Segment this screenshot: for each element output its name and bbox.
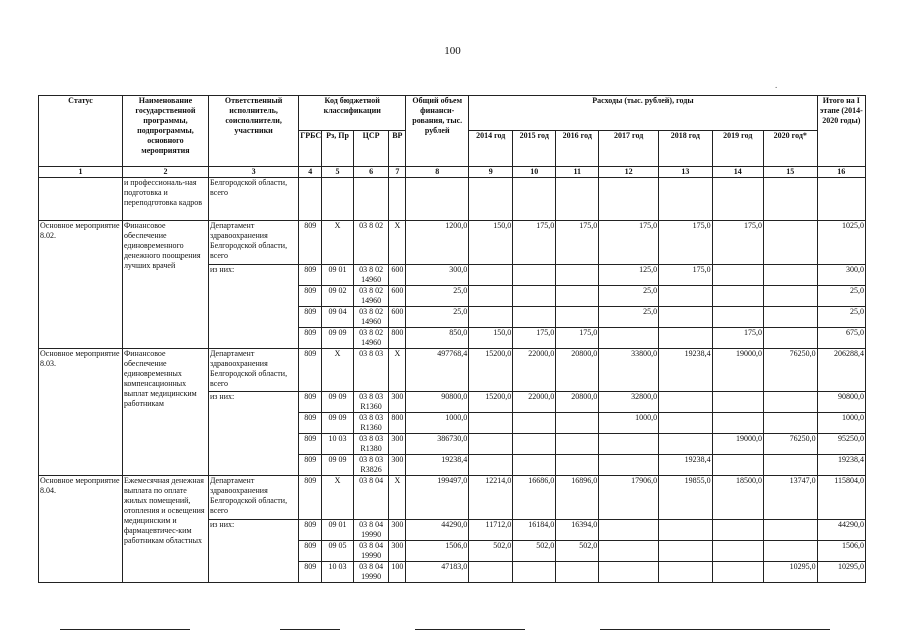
year-value-cell: [513, 413, 556, 434]
executor-cell: из них:: [208, 265, 298, 349]
vr-cell: 300: [389, 392, 406, 413]
table-row: [39, 476, 866, 520]
year-value-cell: 20800,0: [556, 392, 599, 413]
col-number: 13: [659, 167, 713, 178]
csr-cell: 03 8 03 R1360: [353, 413, 389, 434]
col-number: 6: [353, 167, 389, 178]
executor-cell: из них:: [208, 392, 298, 476]
status-cell: [39, 178, 123, 221]
year-value-cell: 502,0: [469, 541, 513, 562]
stage-total-cell: 90800,0: [817, 392, 865, 413]
budget-table: [38, 95, 866, 583]
table-row: [39, 349, 866, 392]
status-cell: Основное мероприятие 8.02.: [39, 221, 123, 349]
col-header-vr: ВР: [389, 131, 406, 167]
program-cell: Ежемесячная денежная выплата по оплате жилых помещений, отопления и освещения медицинским и фармацевтичес-ким работникам областных: [122, 476, 208, 583]
col-number: 10: [513, 167, 556, 178]
csr-cell: 03 8 02 14960: [353, 307, 389, 328]
grbs-cell: 809: [299, 520, 322, 541]
year-value-cell: 17906,0: [599, 476, 659, 520]
year-value-cell: [764, 265, 818, 286]
year-value-cell: [712, 562, 763, 583]
col-header-year: 2019 год: [712, 131, 763, 167]
csr-cell: 03 8 02 14960: [353, 286, 389, 307]
vr-cell: 100: [389, 562, 406, 583]
total-cell: 300,0: [406, 265, 469, 286]
grbs-cell: 809: [299, 307, 322, 328]
year-value-cell: [659, 307, 713, 328]
grbs-cell: 809: [299, 476, 322, 520]
status-cell: Основное мероприятие 8.03.: [39, 349, 123, 476]
csr-cell: 03 8 03 R1360: [353, 392, 389, 413]
csr-cell: 03 8 02 14960: [353, 328, 389, 349]
year-value-cell: [764, 328, 818, 349]
csr-cell: 03 8 04 19990: [353, 520, 389, 541]
year-value-cell: [764, 541, 818, 562]
year-value-cell: [556, 307, 599, 328]
footer-rule: [280, 629, 340, 630]
vr-cell: 300: [389, 434, 406, 455]
col-header-executor: Ответственный исполнитель, соисполнители, участники: [208, 96, 298, 167]
year-value-cell: 15200,0: [469, 392, 513, 413]
col-number: 12: [599, 167, 659, 178]
col-number: 8: [406, 167, 469, 178]
year-value-cell: [513, 307, 556, 328]
col-header-year: 2014 год: [469, 131, 513, 167]
year-value-cell: 32800,0: [599, 392, 659, 413]
year-value-cell: 33800,0: [599, 349, 659, 392]
year-value-cell: [556, 286, 599, 307]
year-value-cell: 13747,0: [764, 476, 818, 520]
total-cell: 850,0: [406, 328, 469, 349]
col-number: 4: [299, 167, 322, 178]
year-value-cell: [712, 265, 763, 286]
program-cell: Финансовое обеспечение единовременных компенсационных выплат медицинским работникам: [122, 349, 208, 476]
year-value-cell: [513, 265, 556, 286]
year-value-cell: [659, 328, 713, 349]
grbs-cell: 809: [299, 265, 322, 286]
year-value-cell: [712, 413, 763, 434]
year-value-cell: [599, 562, 659, 583]
year-value-cell: 175,0: [659, 221, 713, 265]
year-value-cell: [469, 286, 513, 307]
col-header-csr: ЦСР: [353, 131, 389, 167]
year-value-cell: 19000,0: [712, 349, 763, 392]
year-value-cell: [712, 520, 763, 541]
table-row: [39, 221, 866, 265]
year-value-cell: 19238,4: [659, 455, 713, 476]
col-header-year: 2017 год: [599, 131, 659, 167]
year-value-cell: 25,0: [599, 307, 659, 328]
rzpr-cell: 09 09: [322, 328, 353, 349]
year-value-cell: 15200,0: [469, 349, 513, 392]
year-value-cell: [556, 413, 599, 434]
csr-cell: 03 8 04: [353, 476, 389, 520]
year-value-cell: 10295,0: [764, 562, 818, 583]
vr-cell: 600: [389, 307, 406, 328]
year-value-cell: 16686,0: [513, 476, 556, 520]
year-value-cell: [556, 455, 599, 476]
year-value-cell: [469, 307, 513, 328]
year-value-cell: [659, 392, 713, 413]
col-number: 7: [389, 167, 406, 178]
rzpr-cell: 09 09: [322, 455, 353, 476]
year-value-cell: [659, 541, 713, 562]
scan-speck: .: [775, 80, 778, 90]
year-value-cell: [513, 434, 556, 455]
total-cell: 1200,0: [406, 221, 469, 265]
year-value-cell: [712, 392, 763, 413]
stage-total-cell: 1506,0: [817, 541, 865, 562]
year-value-cell: [513, 562, 556, 583]
total-cell: 25,0: [406, 307, 469, 328]
stage-total-cell: 10295,0: [817, 562, 865, 583]
total-cell: 44290,0: [406, 520, 469, 541]
total-cell: 90800,0: [406, 392, 469, 413]
total-cell: 1506,0: [406, 541, 469, 562]
vr-cell: 800: [389, 413, 406, 434]
rzpr-cell: Х: [322, 221, 353, 265]
vr-cell: 800: [389, 328, 406, 349]
year-value-cell: [599, 520, 659, 541]
grbs-cell: 809: [299, 434, 322, 455]
year-value-cell: 175,0: [659, 265, 713, 286]
csr-cell: 03 8 02: [353, 221, 389, 265]
executor-cell: Департамент здравоохранения Белгородской области, всего: [208, 476, 298, 520]
total-cell: 47183,0: [406, 562, 469, 583]
year-value-cell: [469, 434, 513, 455]
col-header-grbs: ГРБС: [299, 131, 322, 167]
stage-total-cell: 25,0: [817, 286, 865, 307]
year-value-cell: 76250,0: [764, 349, 818, 392]
col-header-year: 2018 год: [659, 131, 713, 167]
status-cell: Основное мероприятие 8.04.: [39, 476, 123, 583]
grbs-cell: 809: [299, 349, 322, 392]
col-number: 1: [39, 167, 123, 178]
col-number: 3: [208, 167, 298, 178]
year-value-cell: [599, 541, 659, 562]
rzpr-cell: 09 09: [322, 413, 353, 434]
total-cell: 19238,4: [406, 455, 469, 476]
grbs-cell: 809: [299, 328, 322, 349]
year-value-cell: 19855,0: [659, 476, 713, 520]
rzpr-cell: 09 09: [322, 392, 353, 413]
grbs-cell: 809: [299, 455, 322, 476]
year-value-cell: [659, 434, 713, 455]
vr-cell: 300: [389, 520, 406, 541]
year-value-cell: [469, 562, 513, 583]
year-value-cell: 1000,0: [599, 413, 659, 434]
year-value-cell: [764, 455, 818, 476]
rzpr-cell: 10 03: [322, 562, 353, 583]
col-header-year: 2016 год: [556, 131, 599, 167]
rzpr-cell: 09 04: [322, 307, 353, 328]
executor-cell: Департамент здравоохранения Белгородской области, всего: [208, 221, 298, 265]
year-value-cell: [513, 286, 556, 307]
vr-cell: Х: [389, 476, 406, 520]
year-value-cell: 16184,0: [513, 520, 556, 541]
year-value-cell: [469, 455, 513, 476]
stage-total-cell: 206288,4: [817, 349, 865, 392]
footer-rule: [415, 629, 525, 630]
year-value-cell: 12214,0: [469, 476, 513, 520]
year-value-cell: [764, 286, 818, 307]
year-value-cell: 22000,0: [513, 349, 556, 392]
stage-total-cell: 44290,0: [817, 520, 865, 541]
vr-cell: 600: [389, 265, 406, 286]
year-value-cell: 175,0: [599, 221, 659, 265]
program-cell: и профессиональ-ная подготовка и переподготовка кадров: [122, 178, 208, 221]
col-header-expenses: Расходы (тыс. рублей), годы: [469, 96, 817, 131]
rzpr-cell: 09 01: [322, 265, 353, 286]
stage-total-cell: 1000,0: [817, 413, 865, 434]
year-value-cell: [659, 520, 713, 541]
vr-cell: 600: [389, 286, 406, 307]
vr-cell: 300: [389, 455, 406, 476]
col-header-total: Общий объем финанси-рования, тыс. рублей: [406, 96, 469, 167]
grbs-cell: 809: [299, 413, 322, 434]
total-cell: 386730,0: [406, 434, 469, 455]
stage-total-cell: 1025,0: [817, 221, 865, 265]
year-value-cell: 125,0: [599, 265, 659, 286]
col-number: 15: [764, 167, 818, 178]
footer-rule: [600, 629, 830, 630]
year-value-cell: [764, 307, 818, 328]
year-value-cell: 175,0: [712, 221, 763, 265]
total-cell: 199497,0: [406, 476, 469, 520]
year-value-cell: [599, 455, 659, 476]
csr-cell: 03 8 03 R1380: [353, 434, 389, 455]
year-value-cell: 18500,0: [712, 476, 763, 520]
csr-cell: 03 8 04 19990: [353, 541, 389, 562]
executor-cell: из них:: [208, 520, 298, 583]
rzpr-cell: 09 02: [322, 286, 353, 307]
year-value-cell: 11712,0: [469, 520, 513, 541]
vr-cell: 300: [389, 541, 406, 562]
grbs-cell: 809: [299, 541, 322, 562]
col-header-status: Статус: [39, 96, 123, 167]
year-value-cell: [556, 265, 599, 286]
year-value-cell: [659, 286, 713, 307]
year-value-cell: [469, 265, 513, 286]
col-header-year: 2015 год: [513, 131, 556, 167]
year-value-cell: 175,0: [513, 328, 556, 349]
year-value-cell: [599, 434, 659, 455]
total-cell: 1000,0: [406, 413, 469, 434]
year-value-cell: [556, 434, 599, 455]
rzpr-cell: Х: [322, 349, 353, 392]
total-cell: 497768,4: [406, 349, 469, 392]
stage-total-cell: 25,0: [817, 307, 865, 328]
stage-total-cell: 675,0: [817, 328, 865, 349]
year-value-cell: 175,0: [712, 328, 763, 349]
col-header-rzpr: Рз, Пр: [322, 131, 353, 167]
rzpr-cell: 09 01: [322, 520, 353, 541]
total-cell: 25,0: [406, 286, 469, 307]
year-value-cell: 19238,4: [659, 349, 713, 392]
program-cell: Финансовое обеспечение единовременного денежного поощрения лучших врачей: [122, 221, 208, 349]
stage-total-cell: 300,0: [817, 265, 865, 286]
col-number: 14: [712, 167, 763, 178]
grbs-cell: 809: [299, 562, 322, 583]
year-value-cell: [513, 455, 556, 476]
rzpr-cell: Х: [322, 476, 353, 520]
csr-cell: 03 8 03 R3826: [353, 455, 389, 476]
continuation-row: [39, 178, 866, 221]
col-number: 16: [817, 167, 865, 178]
col-header-budget-code: Код бюджетной классификации: [299, 96, 406, 131]
col-number: 9: [469, 167, 513, 178]
year-value-cell: 16394,0: [556, 520, 599, 541]
grbs-cell: 809: [299, 392, 322, 413]
year-value-cell: 150,0: [469, 221, 513, 265]
csr-cell: 03 8 03: [353, 349, 389, 392]
year-value-cell: 76250,0: [764, 434, 818, 455]
col-header-program: Наименование государственной программы, подпрограммы, основного мероприятия: [122, 96, 208, 167]
year-value-cell: 25,0: [599, 286, 659, 307]
year-value-cell: 175,0: [513, 221, 556, 265]
year-value-cell: [712, 455, 763, 476]
year-value-cell: [764, 520, 818, 541]
year-value-cell: [659, 562, 713, 583]
year-value-cell: 19000,0: [712, 434, 763, 455]
col-number: 2: [122, 167, 208, 178]
year-value-cell: 502,0: [513, 541, 556, 562]
executor-cell: Департамент здравоохранения Белгородской области, всего: [208, 349, 298, 392]
rzpr-cell: 09 05: [322, 541, 353, 562]
year-value-cell: [556, 562, 599, 583]
year-value-cell: [764, 392, 818, 413]
year-value-cell: 16896,0: [556, 476, 599, 520]
year-value-cell: [469, 413, 513, 434]
year-value-cell: [599, 328, 659, 349]
rzpr-cell: 10 03: [322, 434, 353, 455]
vr-cell: Х: [389, 221, 406, 265]
year-value-cell: [659, 413, 713, 434]
year-value-cell: [712, 541, 763, 562]
csr-cell: 03 8 04 19990: [353, 562, 389, 583]
csr-cell: 03 8 02 14960: [353, 265, 389, 286]
vr-cell: Х: [389, 349, 406, 392]
year-value-cell: [764, 221, 818, 265]
year-value-cell: [712, 286, 763, 307]
stage-total-cell: 95250,0: [817, 434, 865, 455]
year-value-cell: [764, 413, 818, 434]
stage-total-cell: 19238,4: [817, 455, 865, 476]
grbs-cell: 809: [299, 286, 322, 307]
executor-cell: Белгородской области, всего: [208, 178, 298, 221]
year-value-cell: 22000,0: [513, 392, 556, 413]
year-value-cell: 20800,0: [556, 349, 599, 392]
col-header-year: 2020 год*: [764, 131, 818, 167]
year-value-cell: 502,0: [556, 541, 599, 562]
year-value-cell: 150,0: [469, 328, 513, 349]
year-value-cell: [712, 307, 763, 328]
footer-rule: [60, 629, 190, 630]
page-number: 100: [444, 45, 461, 57]
grbs-cell: 809: [299, 221, 322, 265]
year-value-cell: 175,0: [556, 328, 599, 349]
col-number: 11: [556, 167, 599, 178]
year-value-cell: 175,0: [556, 221, 599, 265]
col-number: 5: [322, 167, 353, 178]
col-header-stage-total: Итого на I этапе (2014-2020 годы): [817, 96, 865, 167]
stage-total-cell: 115804,0: [817, 476, 865, 520]
